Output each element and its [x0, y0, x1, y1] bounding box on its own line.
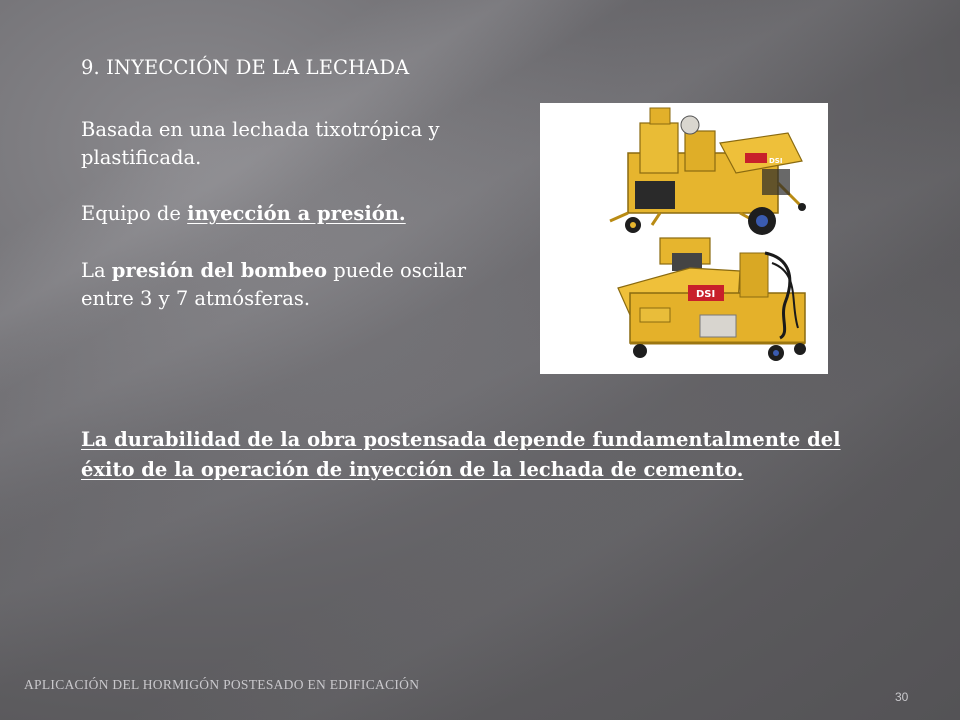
paragraph-pressure-suffix: puede oscilar entre 3 y 7 atmósferas.: [81, 259, 467, 310]
paragraph-equipment-emphasis: inyección a presión.: [187, 202, 406, 225]
lower-machine: [618, 238, 806, 361]
footer-text: APLICACIÓN DEL HORMIGÓN POSTESADO EN EDIFICACIÓN: [24, 677, 420, 692]
page-number: 30: [895, 690, 909, 704]
upper-brand-label: DSI: [769, 157, 783, 165]
upper-machine: [610, 108, 806, 235]
paragraph-equipment-prefix: Equipo de: [81, 202, 188, 225]
conclusion-statement: La durabilidad de la obra postensada depende fundamentalmente del éxito de la operación de inyección de la lechada de cemento.: [81, 428, 841, 481]
slide-title: 9. INYECCIÓN DE LA LECHADA: [81, 56, 410, 79]
paragraph-pressure-prefix: La: [81, 259, 112, 282]
paragraph-equipment: [81, 200, 501, 228]
paragraph-pressure: [81, 257, 501, 313]
lower-brand-label: DSI: [696, 289, 716, 300]
paragraph-pressure-emphasis: presión del bombeo: [111, 259, 328, 282]
injection-equipment-photo: [540, 103, 828, 374]
injection-machines-illustration: [540, 103, 828, 374]
paragraph-grout-type: Basada en una lechada tixotrópica y plastificada.: [81, 118, 440, 169]
